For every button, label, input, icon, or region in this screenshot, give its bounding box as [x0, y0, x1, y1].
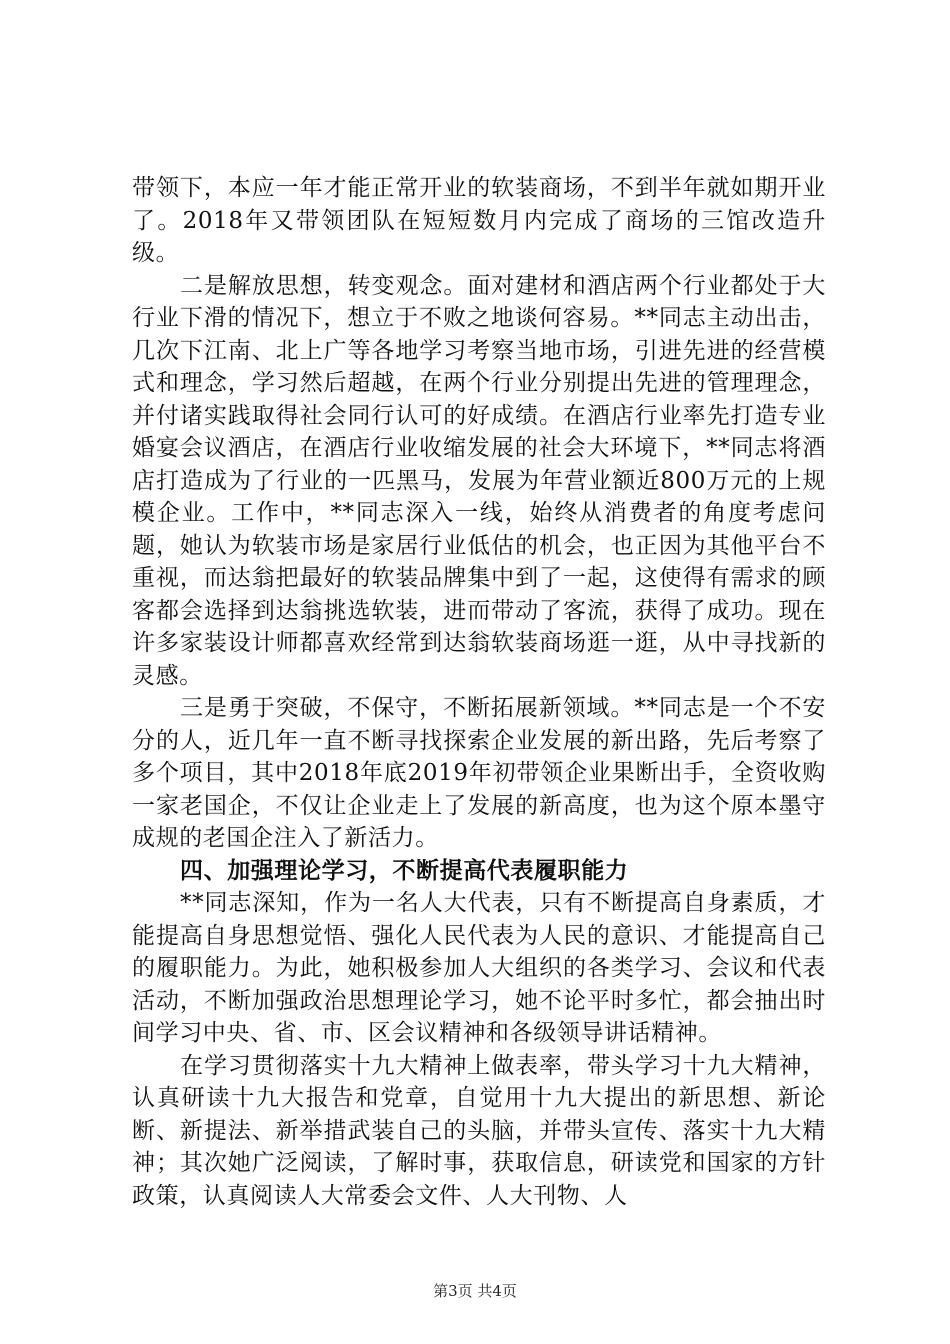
paragraph-2: 二是解放思想，转变观念。面对建材和酒店两个行业都处于大行业下滑的情况下，想立于不败之地谈何容易。**同志主动出击，几次下江南、北上广等各地学习考察当地市场，引进先进的经营模式和理念，学习然后超越，在两个行业分别提出先进的管理理念，并付诸实践取得社会同行认可的好成绩。在酒店行业率先打造专业婚宴会议酒店，在酒店行业收缩发展的社会大环境下，**同志将酒店打造成为了行业的一匹黑马，发展为年营业额近800万元的上规模企业。工作中，**同志深入一线，始终从消费者的角度考虑问题，她认为软装市场是家居行业低估的机会，也正因为其他平台不重视，而达翁把最好的软装品牌集中到了一起，这使得有需求的顾客都会选择到达翁挑选软装，进而带动了客流，获得了成功。现在许多家装设计师都喜欢经常到达翁软装商场逛一逛，从中寻找新的灵感。 — [132, 272, 826, 689]
paragraph-5: 在学习贯彻落实十九大精神上做表率，带头学习十九大精神，认真研读十九大报告和党章，自觉用十九大提出的新思想、新论断、新提法、新举措武装自己的头脑，并带头宣传、落实十九大精神；其次她广泛阅读，了解时事，获取信息，研读党和国家的方针政策，认真阅读人大常委会文件、人大刊物、人 — [132, 1052, 826, 1209]
document-body — [132, 172, 826, 1212]
paragraph-3: 三是勇于突破，不保守，不断拓展新领域。**同志是一个不安分的人，近几年一直不断寻找探索企业发展的新出路，先后考察了多个项目，其中2018年底2019年初带领企业果断出手，全资收购一家老国企，不仅让企业走上了发展的新高度，也为这个原本墨守成规的老国企注入了新活力。 — [132, 695, 826, 851]
paragraph-1: 带领下，本应一年才能正常开业的软装商场，不到半年就如期开业了。2018年又带领团队在短短数月内完成了商场的三馆改造升级。 — [132, 175, 826, 266]
page-number-footer: 第3页 共4页 — [433, 1282, 517, 1300]
section-heading: 四、加强理论学习，不断提高代表履职能力 — [180, 857, 629, 884]
paragraph-4: **同志深知，作为一名人大代表，只有不断提高自身素质，才能提高自身思想觉悟、强化人民代表为人民的意识、才能提高自己的履职能力。为此，她积极参加人大组织的各类学习、会议和代表活动，不断加强政治思想理论学习，她不论平时多忙，都会抽出时间学习中央、省、市、区会议精神和各级领导讲话精神。 — [132, 890, 826, 1046]
